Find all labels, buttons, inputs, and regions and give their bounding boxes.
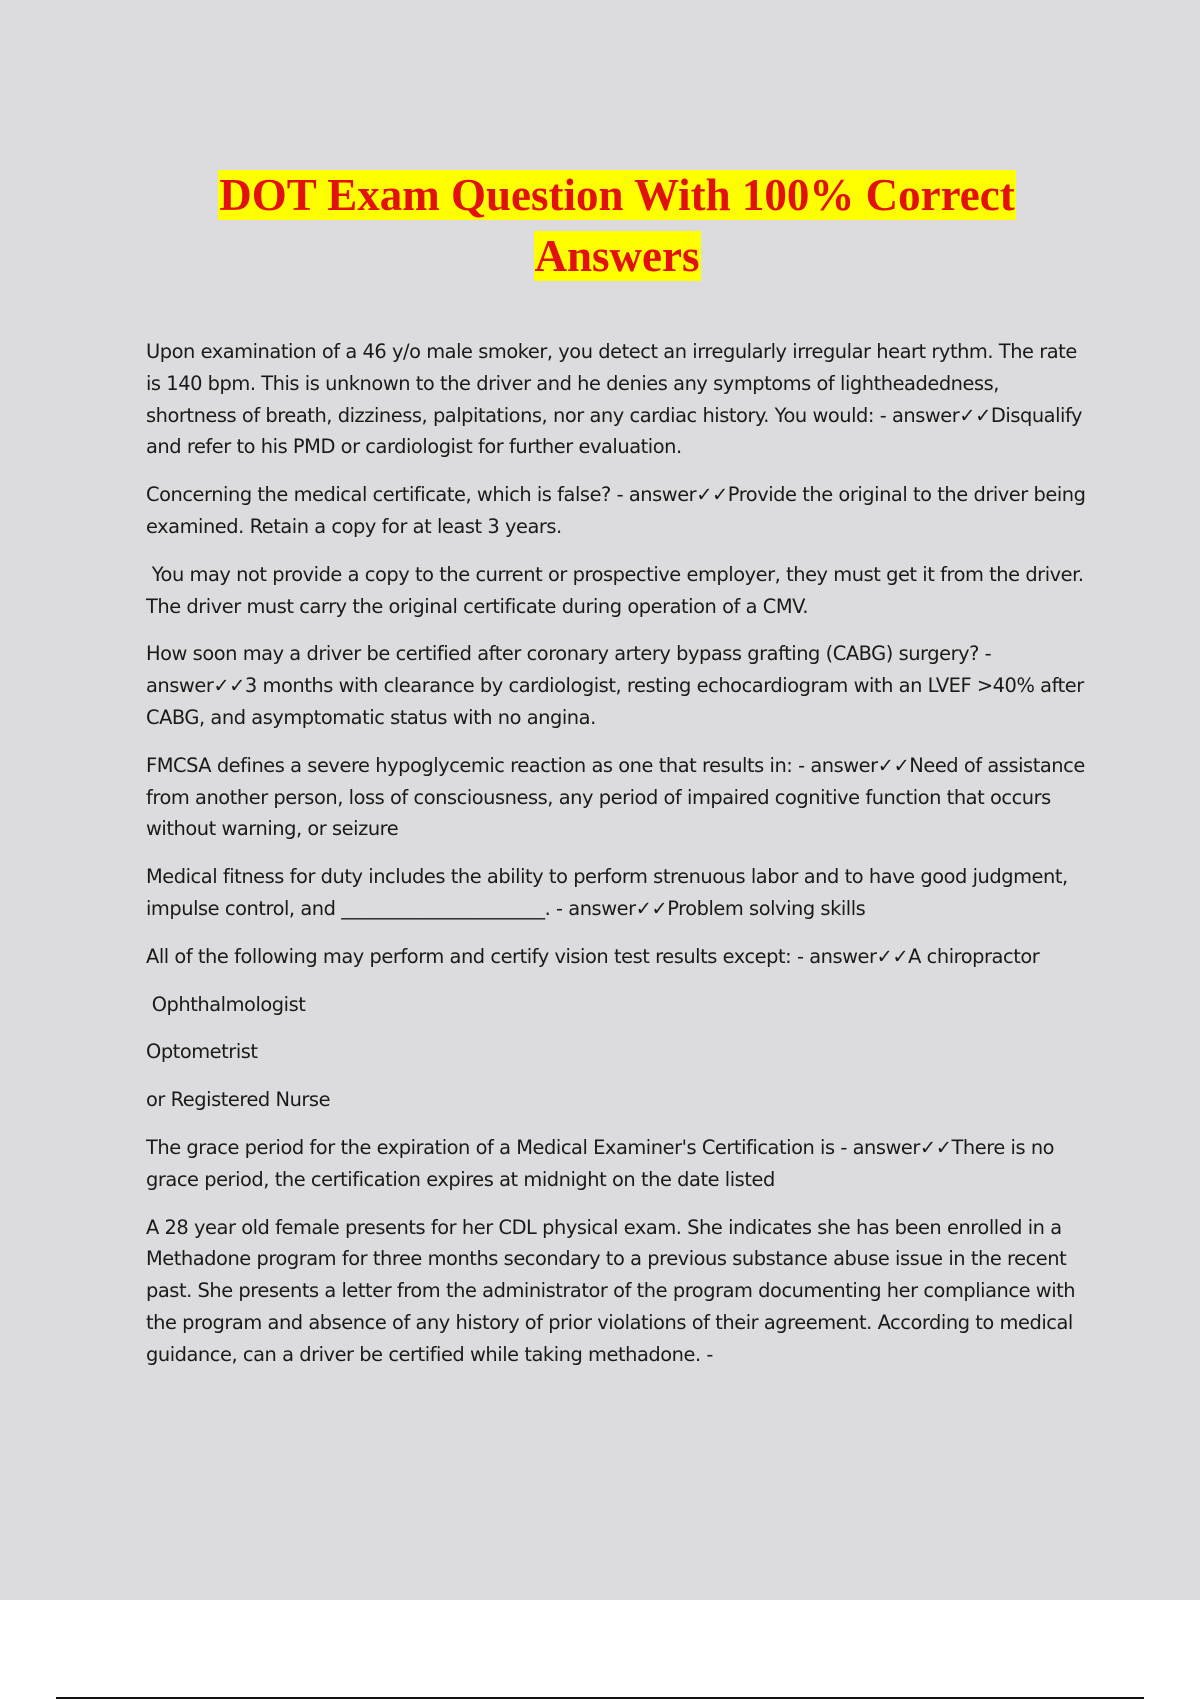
paragraph-cabg-question: How soon may a driver be certified after coronary artery bypass grafting (CABG) surgery? - answer✓✓3 months with clearance by cardiologist, resting echocardiogram with an LVEF >40% after CABG, and asymptomatic status with no angina. — [146, 642, 1084, 729]
document-body — [146, 336, 1090, 1387]
paragraph-certificate-continued: You may not provide a copy to the current or prospective employer, they must get it from the driver. The driver must carry the original certificate during operation of a CMV. — [146, 562, 1090, 618]
paragraph-grace-period-question: The grace period for the expiration of a Medical Examiner's Certification is - answer✓✓There is no grace period, the certification expires at midnight on the date listed — [146, 1135, 1055, 1191]
paragraph-methadone-question: A 28 year old female presents for her CDL physical exam. She indicates she has been enrolled in a Methadone program for three months secondary to a previous substance abuse issue in the recent past. She presents a letter from the administrator of the program documenting her compliance with the program and absence of any history of prior violations of their agreement. According to medical guidance, can a driver be certified while taking methadone. - — [146, 1215, 1076, 1366]
paragraph-hypoglycemia-question: FMCSA defines a severe hypoglycemic reaction as one that results in: - answer✓✓Need of assistance from another person, loss of consciousness, any period of impaired cognitive function that occurs without warning, or seizure — [146, 753, 1085, 841]
paragraph-fitness-question: Medical fitness for duty includes the ability to perform strenuous labor and to have good judgment, impulse control, and ______________________. - answer✓✓Problem solving skills — [146, 865, 1068, 920]
paragraph-vision-option-ophthalmologist: Ophthalmologist — [146, 992, 306, 1016]
paragraph-vision-option-optometrist: Optometrist — [146, 1040, 258, 1064]
title-line-2-text: Answers — [534, 231, 700, 281]
paragraph-certificate-question: Concerning the medical certificate, which is false? - answer✓✓Provide the original to the driver being examined. Retain a copy for at least 3 years. — [146, 483, 1086, 538]
paragraph-vision-option-nurse: or Registered Nurse — [146, 1088, 331, 1112]
paragraph-afib-question: Upon examination of a 46 y/o male smoker, you detect an irregularly irregular heart rythm. The rate is 140 bpm. This is unknown to the driver and he denies any symptoms of lightheadedness, shortness of breath, dizziness, palpitations, nor any cardiac history. You would: - answer✓✓Disqualify and refer to his PMD or cardiologist for further evaluation. — [146, 340, 1083, 459]
title-line-1-text: DOT Exam Question With 100% Correct — [219, 170, 1015, 220]
document-title — [150, 165, 1084, 287]
title-line-1 — [150, 165, 1084, 226]
paragraph-vision-question: All of the following may perform and certify vision test results except: - answer✓✓A chiropractor — [146, 944, 1040, 968]
title-line-2 — [150, 226, 1084, 287]
footer-divider — [56, 1697, 1144, 1699]
page-bottom-margin — [0, 1600, 1200, 1700]
